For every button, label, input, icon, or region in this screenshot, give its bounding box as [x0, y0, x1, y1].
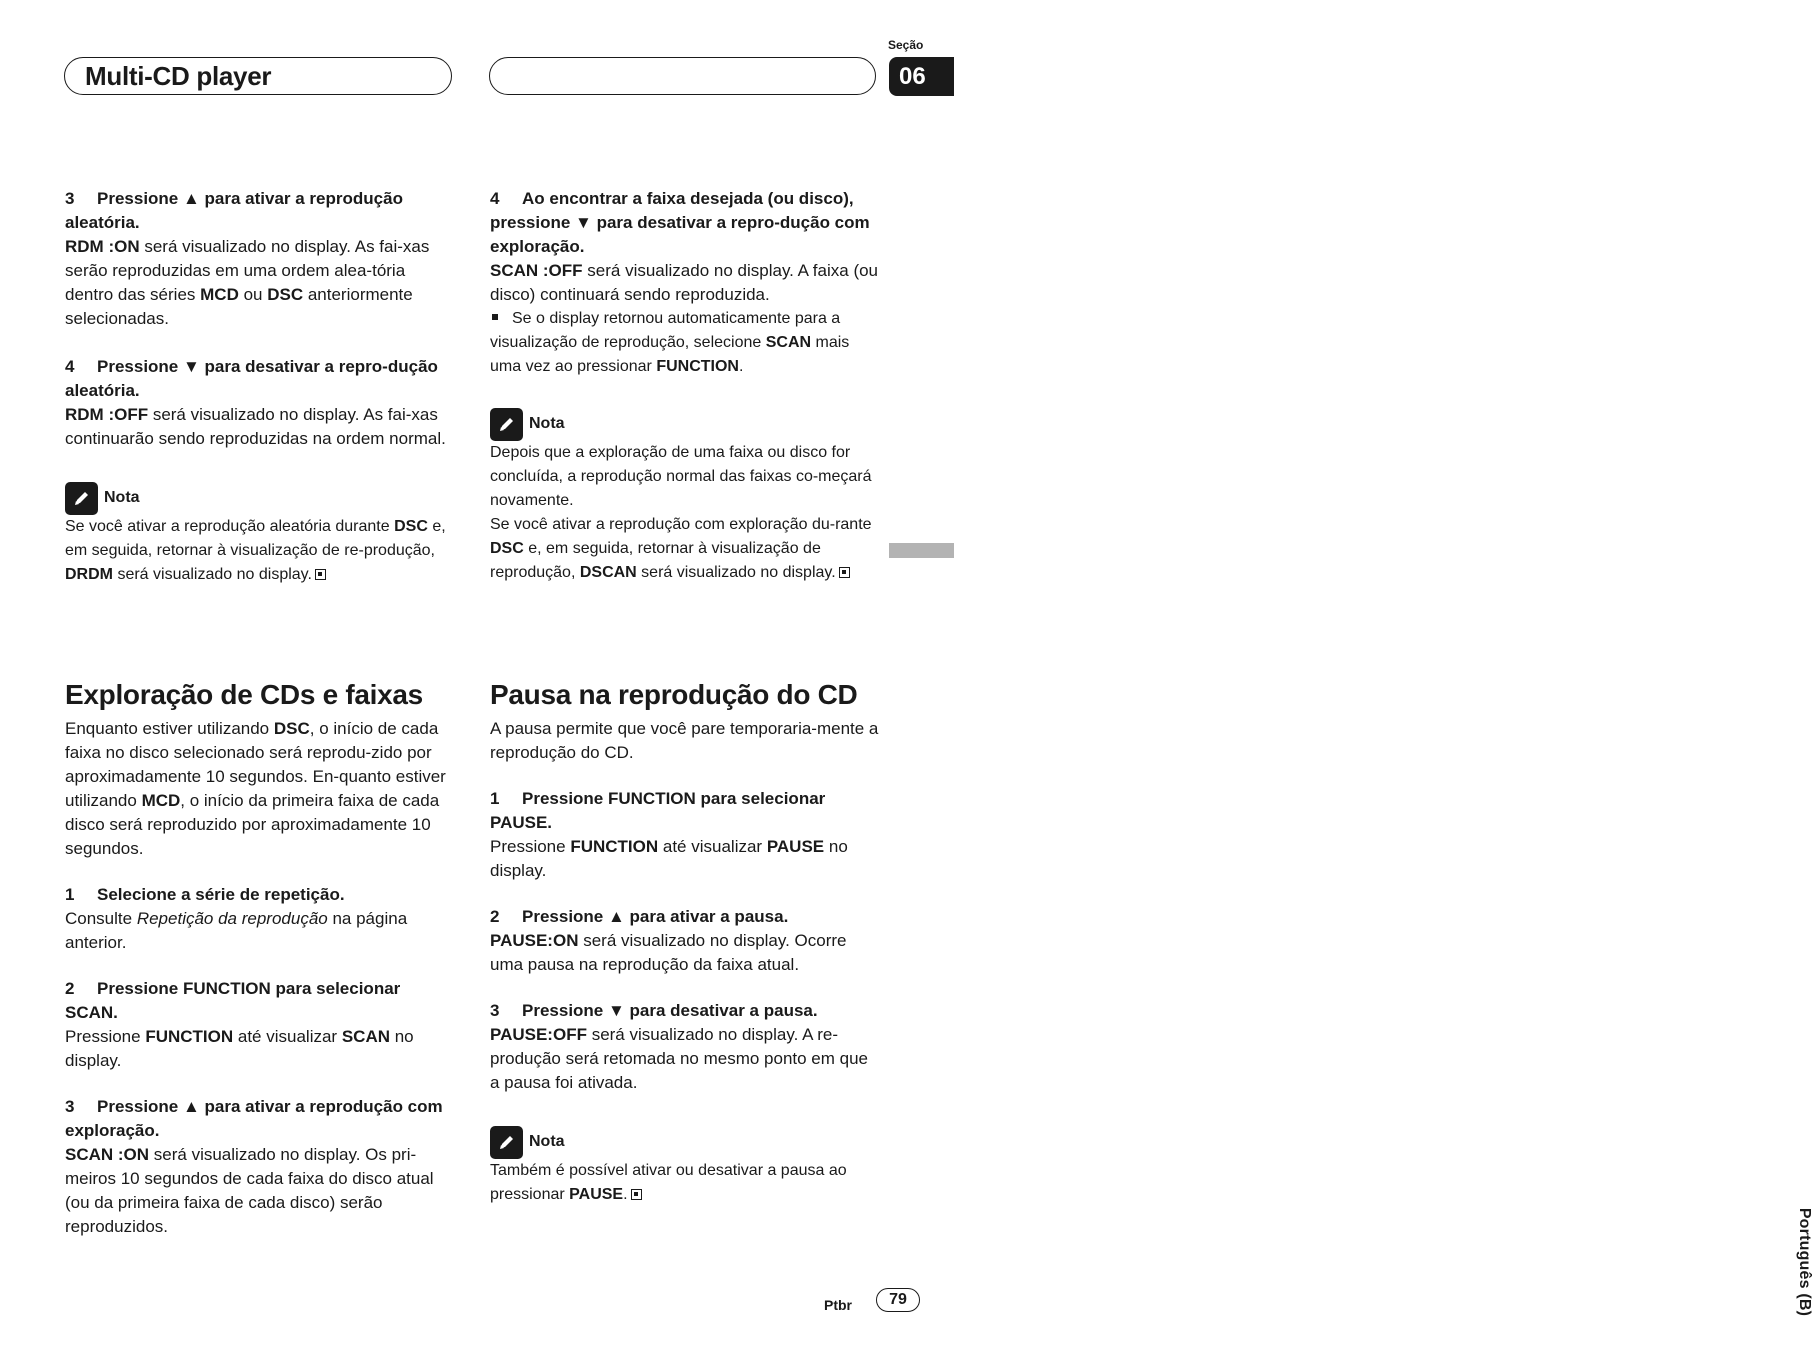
language-tab-marker [889, 543, 954, 558]
display-text: DSCAN [579, 564, 637, 581]
body-text: mais uma vez ao pressionar [490, 334, 850, 375]
body-text: , o início da primeira faixa de cada disco será reproduzido por aproximadamente 10 segundos. [65, 791, 440, 858]
body-text: no display. [490, 837, 848, 880]
step-number: 3 [65, 189, 75, 208]
display-text: FUNCTION [145, 1027, 234, 1046]
note-title: Nota [529, 1133, 565, 1150]
note-text [65, 515, 455, 587]
spacer [65, 331, 455, 355]
spacer [65, 861, 455, 883]
spacer [490, 1095, 880, 1119]
display-text: SCAN [765, 334, 812, 351]
note-header [490, 407, 880, 441]
section-intro [65, 717, 455, 861]
step-title: Selecione a série de repetição. [97, 885, 345, 904]
spacer [490, 883, 880, 905]
body-text: ou [238, 285, 268, 304]
step-number: 3 [490, 1001, 500, 1020]
page-number: 79 [876, 1288, 920, 1312]
step-number: 4 [65, 357, 75, 376]
display-text: DSC [267, 285, 304, 304]
step-title: Ao encontrar a faixa desejada (ou disco), pressione ▼ para desativar a repro-dução com exploração. [490, 189, 870, 256]
end-mark-icon [315, 569, 326, 580]
display-text: SCAN :ON [65, 1145, 150, 1164]
note-title: Nota [529, 415, 565, 432]
step-number: 1 [65, 885, 75, 904]
step-heading [65, 187, 455, 235]
display-text: PAUSE [766, 837, 825, 856]
end-mark-icon [631, 1189, 642, 1200]
note-title: Nota [104, 489, 140, 506]
display-text: SCAN [341, 1027, 390, 1046]
display-text: RDM :ON [65, 237, 140, 256]
step-number: 1 [490, 789, 500, 808]
step-heading [65, 1095, 455, 1143]
note-text [490, 1159, 880, 1207]
step-body [490, 1023, 880, 1095]
body-text: no display. [65, 1027, 414, 1070]
step-title: Pressione ▲ para ativar a pausa. [522, 907, 789, 926]
note-text: Depois que a exploração de uma faixa ou disco for concluída, a reprodução normal das faixas co-meçará novamente. [490, 444, 872, 509]
step-number: 2 [65, 979, 75, 998]
note-text [490, 513, 880, 585]
step-heading [65, 977, 455, 1025]
end-mark-icon [839, 567, 850, 578]
left-column-top [65, 187, 455, 587]
bullet-item [490, 307, 880, 379]
body-text: será visualizado no display. Os pri-meiros 10 segundos de cada faixa do disco atual (ou da primeira faixa de cada disco) serão reproduzidos. [65, 1145, 434, 1236]
step-heading [490, 999, 880, 1023]
body-text: na página anterior. [65, 909, 408, 952]
note-header [490, 1125, 880, 1159]
step-title: Pressione ▲ para ativar a reprodução aleatória. [65, 189, 403, 232]
display-text: DSC [394, 518, 428, 535]
body-text: será visualizado no display. Ocorre uma pausa na reprodução da faixa atual. [490, 931, 847, 974]
spacer [65, 955, 455, 977]
display-text: MCD [141, 791, 181, 810]
display-text: FUNCTION [656, 358, 739, 375]
body-text: Consulte [65, 909, 137, 928]
header-blank-frame [489, 57, 876, 95]
step-heading [490, 187, 880, 259]
step-title: Pressione ▼ para desativar a pausa. [522, 1001, 818, 1020]
step-number: 3 [65, 1097, 75, 1116]
pause-section [490, 677, 880, 1207]
body-text: até visualizar [233, 1027, 342, 1046]
spacer [490, 765, 880, 787]
body-text: anteriormente selecionadas. [65, 285, 413, 328]
body-text: . [623, 1186, 628, 1203]
note-header [65, 481, 455, 515]
section-heading: Exploração de CDs e faixas [65, 679, 423, 710]
body-text: será visualizado no display. As fai-xas serão reproduzidas em uma ordem alea-tória dentro das séries [65, 237, 430, 304]
display-text: FUNCTION [570, 837, 659, 856]
spacer [65, 1073, 455, 1095]
display-text: RDM :OFF [65, 405, 149, 424]
display-text: MCD [200, 285, 239, 304]
display-text: DRDM [65, 566, 113, 583]
step-heading [65, 355, 455, 403]
right-column-top [490, 187, 880, 585]
step-body [65, 1025, 455, 1073]
step-heading [490, 905, 880, 929]
step-number: 4 [490, 189, 500, 208]
body-text: e, em seguida, retornar à visualização de re-produção, [65, 518, 446, 559]
step-heading [490, 787, 880, 835]
body-text: Pressione [490, 837, 571, 856]
language-code: Ptbr [824, 1297, 852, 1313]
step-title: Pressione FUNCTION para selecionar SCAN. [65, 979, 401, 1022]
body-text: será visualizado no display. A re-produção será retomada no mesmo ponto em que a pausa foi ativada. [490, 1025, 869, 1092]
step-body [65, 235, 455, 331]
step-title: Pressione FUNCTION para selecionar PAUSE. [490, 789, 826, 832]
step-heading [65, 883, 455, 907]
pencil-icon [490, 1126, 523, 1159]
pencil-icon [490, 408, 523, 441]
section-intro: A pausa permite que você pare temporaria-mente a reprodução do CD. [490, 719, 879, 762]
spacer [65, 451, 455, 475]
step-body [490, 259, 880, 307]
body-text: , o início de cada faixa no disco selecionado será reprodu-zido por aproximadamente 10 segundos. En-quanto estiver utilizando [65, 719, 446, 810]
display-text: DSC [490, 540, 524, 557]
cross-reference: Repetição da reprodução [136, 909, 328, 928]
body-text: até visualizar [658, 837, 767, 856]
spacer [490, 379, 880, 401]
section-heading: Pausa na reprodução do CD [490, 679, 858, 710]
body-text: será visualizado no display. A faixa (ou disco) continuará sendo reproduzida. [490, 261, 879, 304]
step-body [65, 1143, 455, 1239]
body-text: Se você ativar a reprodução com exploração du-rante [490, 516, 872, 533]
step-body [65, 907, 455, 955]
body-text: Pressione [65, 1027, 146, 1046]
body-text: será visualizado no display. As fai-xas continuarão sendo reproduzidas na ordem normal. [65, 405, 446, 448]
section-number-badge: 06 [889, 57, 954, 96]
body-text: será visualizado no display. [636, 564, 836, 581]
body-text: Se o display retornou automaticamente para a visualização de reprodução, selecione [490, 310, 841, 351]
body-text: e, em seguida, retornar à visualização de reprodução, [490, 540, 821, 581]
step-body [490, 835, 880, 883]
body-text: Enquanto estiver utilizando [65, 719, 274, 738]
step-number: 2 [490, 907, 500, 926]
body-text: Também é possível ativar ou desativar a pausa ao pressionar [490, 1162, 847, 1203]
bullet-icon [492, 314, 498, 320]
body-text: Se você ativar a reprodução aleatória durante [65, 518, 395, 535]
display-text: PAUSE:ON [490, 931, 579, 950]
body-text: será visualizado no display. [113, 566, 312, 583]
display-text: PAUSE [569, 1186, 624, 1203]
scan-section [65, 677, 455, 1239]
section-label: Seção [888, 38, 924, 52]
step-title: Pressione ▼ para desativar a repro-dução aleatória. [65, 357, 438, 400]
step-body [65, 403, 455, 451]
step-body [490, 929, 880, 977]
page-title: Multi-CD player [85, 61, 272, 91]
display-text: SCAN :OFF [490, 261, 583, 280]
language-label: Português (B) [1796, 1207, 1813, 1317]
display-text: PAUSE:OFF [490, 1025, 587, 1044]
pencil-icon [65, 482, 98, 515]
step-title: Pressione ▲ para ativar a reprodução com exploração. [65, 1097, 443, 1140]
spacer [490, 977, 880, 999]
body-text: . [738, 358, 744, 375]
display-text: DSC [273, 719, 310, 738]
